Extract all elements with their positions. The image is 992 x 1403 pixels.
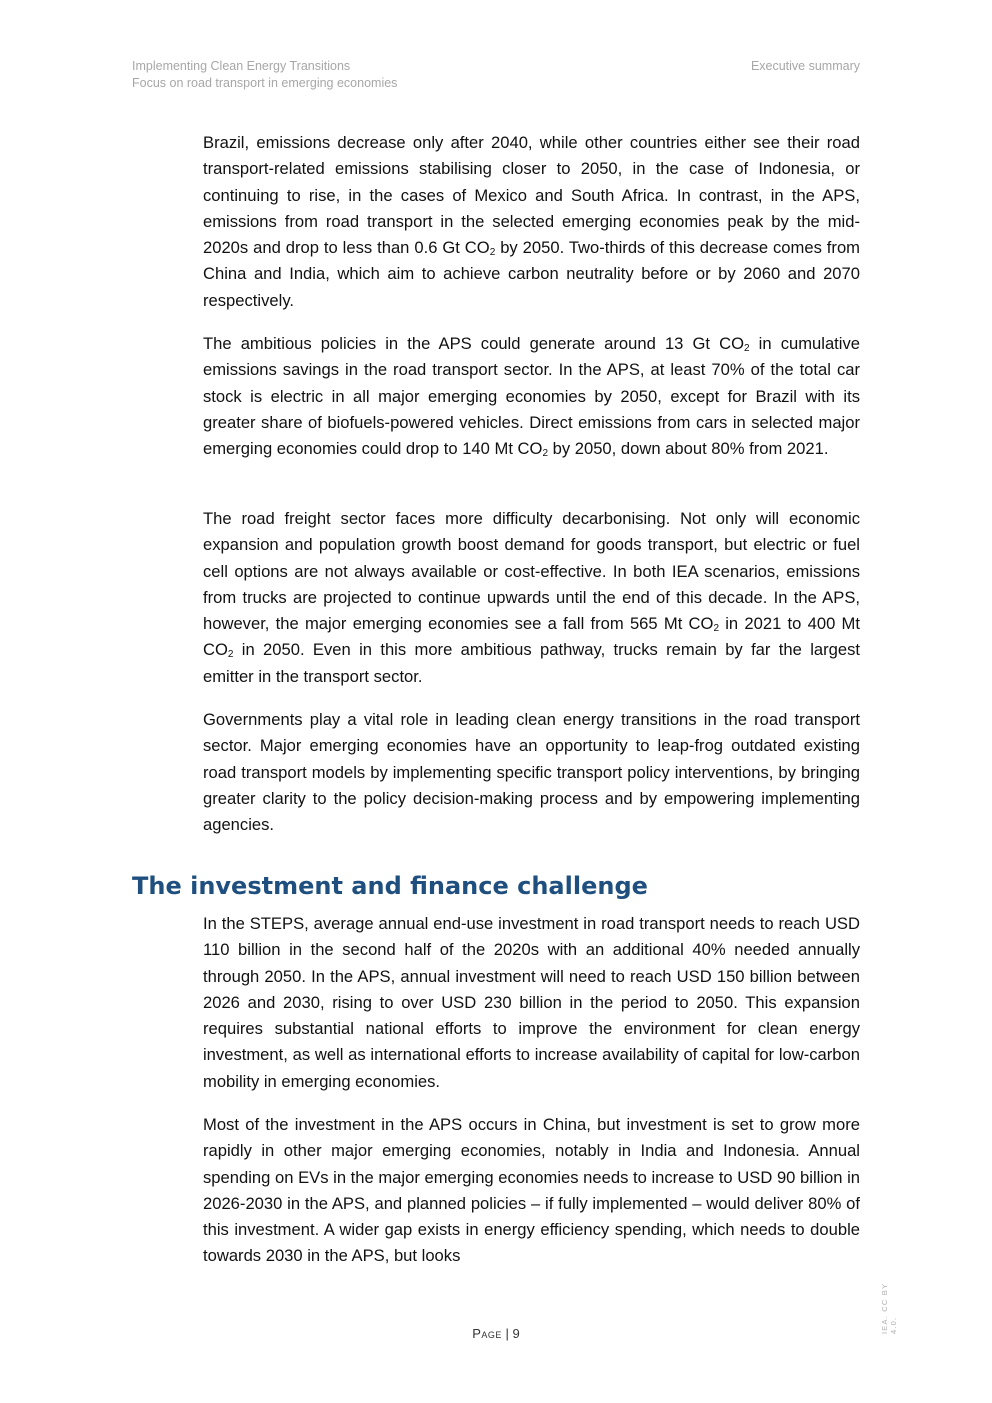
paragraph-road-freight: The road freight sector faces more difficulty decarbonising. Not only will economic expansion and population growth boost demand for goods transport, but electric or fuel cell options are not always available or cost-effective. In both IEA scenarios, emissions from trucks are projected to continue upwards until the end of this decade. In the APS, however, the major emerging economies see a fall from 565 Mt $CO_2$ in 2021 to 400 Mt $CO_2$ in 2050. Even in this more ambitious pathway, trucks remain by far the largest emitter in the transport sector. (203, 509, 860, 686)
page-separator: | (501, 1326, 513, 1341)
paragraph-governments-role: Governments play a vital role in leading clean energy transitions in the road transport sector. Major emerging economies have an opportunity to leap-frog outdated existing road transport models by implementing specific transport policy interventions, by bringing greater clarity to the policy decision-making process and by empowering implementing agencies. (203, 710, 860, 835)
paragraph-emissions-peak: Brazil, emissions decrease only after 2040, while other countries either see their road transport-related emissions stabilising closer to 2050, in the case of Indonesia, or continuing to rise, in the cases of Mexico and South Africa. In contrast, in the APS, emissions from road transport in the selected emerging economies peak by the mid-2020s and drop to less than 0.6 Gt $CO_2$ by 2050. Two-thirds of this decrease comes from China and India, which aim to achieve carbon neutrality before or by 2060 and 2070 respectively. (203, 133, 860, 310)
section-heading: The investment and finance challenge (132, 872, 648, 900)
paragraph-investment-china: Most of the investment in the APS occurs in China, but investment is set to grow more rapidly in other major emerging economies, notably in India and Indonesia. Annual spending on EVs in the major emerging economies needs to increase to USD 90 billion in 2026-2030 in the APS, and planned policies – if fully implemented – would deliver 80% of this investment. A wider gap exists in energy efficiency spending, which needs to double towards 2030 in the APS, but looks (203, 1115, 860, 1266)
license-tag: IEA. CC BY 4.0. (880, 1282, 898, 1334)
page-number: 9 (512, 1326, 520, 1341)
paragraph-cumulative-savings: The ambitious policies in the APS could generate around 13 Gt $CO_2$ in cumulative emissions savings in the road transport sector. In the APS, at least 70% of the total car stock is electric in all major emerging economies by 2050, except for Brazil with its greater share of biofuels-powered vehicles. Direct emissions from cars in selected major emerging economies could drop to 140 Mt $CO_2$ by 2050, down about 80% from 2021. (203, 334, 861, 460)
report-subtitle: Focus on road transport in emerging economies (132, 76, 398, 90)
page-label: Page (472, 1326, 502, 1341)
running-header-right: Executive summary (750, 59, 860, 73)
report-title: Implementing Clean Energy Transitions (132, 59, 351, 73)
paragraph-investment-steps: In the STEPS, average annual end-use investment in road transport needs to reach USD 110 billion in the second half of the 2020s with an additional 40% needed annually through 2050. In the APS, annual investment will need to reach USD 150 billion between 2026 and 2030, rising to over USD 230 billion in the period to 2050. This expansion requires substantial national efforts to improve the environment for clean energy investment, as well as international efforts to increase availability of capital for low-carbon mobility in emerging economies. (203, 914, 860, 1091)
page-footer (0, 1326, 992, 1341)
running-header-left (132, 58, 397, 92)
